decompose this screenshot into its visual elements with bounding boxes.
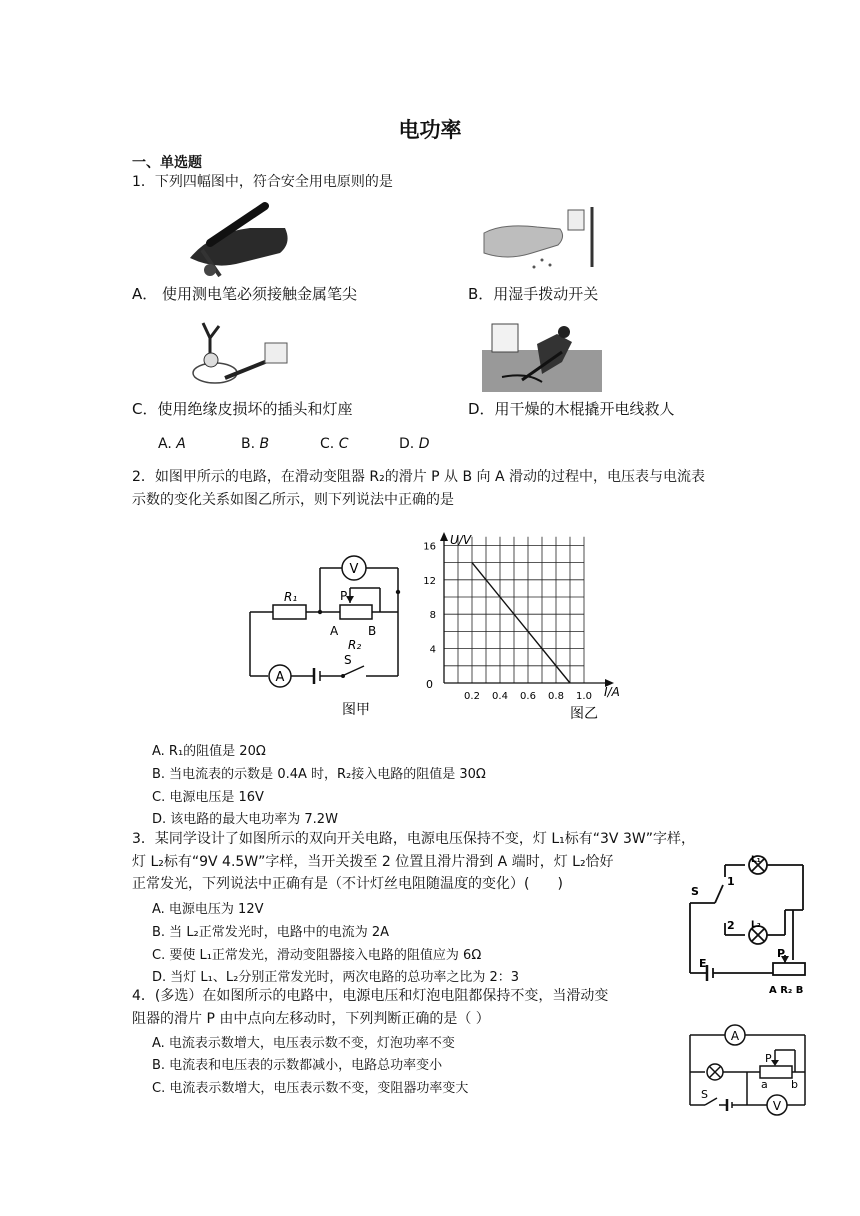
q4-a-label: a bbox=[761, 1078, 768, 1091]
l2-label: L₂ bbox=[751, 920, 761, 930]
e-label: E bbox=[699, 957, 707, 970]
slider-p-label: P bbox=[340, 589, 348, 603]
caption-yi: 图乙 bbox=[570, 706, 598, 722]
voltmeter-label: V bbox=[349, 562, 359, 577]
damaged-plug-picture bbox=[185, 318, 295, 390]
q2-option-b[interactable]: B. 当电流表的示数是 0.4A 时，R₂接入电路的阻值是 30Ω bbox=[152, 767, 486, 782]
chart-yi bbox=[412, 528, 637, 723]
q1-answer-b[interactable]: B. B bbox=[241, 436, 270, 452]
x-tick-label: 0.8 bbox=[548, 691, 564, 702]
q4-option-b[interactable]: B. 电流表和电压表的示数都减小，电路总功率变小 bbox=[152, 1058, 443, 1073]
x-tick-label: 0.4 bbox=[492, 691, 508, 702]
chart-axes bbox=[444, 536, 610, 683]
end-a-label: A bbox=[330, 624, 339, 638]
s-label: S bbox=[691, 885, 699, 898]
tester-pen-picture bbox=[180, 198, 300, 280]
q1-caption-c: C．使用绝缘皮损坏的插头和灯座 bbox=[132, 400, 353, 418]
wooden-stick-rescue-picture bbox=[482, 322, 602, 392]
q1-caption-d: D．用干燥的木棍撬开电线救人 bbox=[468, 400, 675, 418]
circuit-diagram-jia bbox=[240, 548, 410, 718]
q2-option-a[interactable]: A. R₁的阻值是 20Ω bbox=[152, 744, 266, 759]
chart-grid bbox=[444, 537, 584, 683]
rp-label: A R₂ B bbox=[769, 985, 804, 996]
y-tick-label: 12 bbox=[423, 575, 436, 587]
x-tick-label: 0.6 bbox=[520, 691, 536, 702]
section-heading: 一、单选题 bbox=[132, 155, 202, 171]
ammeter-label: A bbox=[275, 670, 285, 685]
r2-label: R₂ bbox=[348, 638, 362, 652]
q1-answer-c[interactable]: C. C bbox=[320, 436, 349, 452]
q2-stem-line1: 2．如图甲所示的电路，在滑动变阻器 R₂的滑片 P 从 B 向 A 滑动的过程中，电压表与电流表 bbox=[132, 469, 706, 485]
q1-answer-a[interactable]: A. A bbox=[158, 436, 186, 452]
position-1-label: 1 bbox=[727, 875, 735, 888]
x-tick-label: 1.0 bbox=[576, 691, 592, 702]
y-tick-label: 16 bbox=[423, 541, 436, 553]
r1-label: R₁ bbox=[284, 590, 298, 604]
q3-circuit-diagram bbox=[685, 855, 825, 1000]
wet-hand-switch-picture bbox=[482, 205, 602, 275]
series-line bbox=[472, 563, 570, 683]
caption-jia: 图甲 bbox=[342, 702, 370, 718]
q1-caption-b: B．用湿手拨动开关 bbox=[468, 285, 599, 303]
page-title: 电功率 bbox=[398, 117, 462, 142]
q4-stem-line1: 4．(多选）在如图所示的电路中，电源电压和灯泡电阻都保持不变，当滑动变 bbox=[132, 988, 609, 1004]
q4-option-c[interactable]: C. 电流表示数增大，电压表示数不变，变阻器功率变大 bbox=[152, 1081, 469, 1096]
q1-answer-d[interactable]: D. D bbox=[399, 436, 430, 452]
q1-caption-a: A． 使用测电笔必须接触金属笔尖 bbox=[132, 285, 358, 303]
chart-series bbox=[472, 563, 570, 683]
q3-stem-line1: 3．某同学设计了如图所示的双向开关电路，电源电压保持不变，灯 L₁标有“3V 3W”字样， bbox=[132, 831, 695, 847]
y-tick-label: 4 bbox=[429, 644, 436, 656]
switch-s-label: S bbox=[344, 653, 352, 667]
q4-p-label: P bbox=[765, 1052, 772, 1065]
q2-option-c[interactable]: C. 电源电压是 16V bbox=[152, 790, 264, 805]
end-b-label: B bbox=[368, 624, 377, 638]
q3-option-a[interactable]: A. 电源电压为 12V bbox=[152, 902, 264, 917]
y-tick-label: 8 bbox=[429, 610, 436, 622]
q4-b-label: b bbox=[791, 1078, 798, 1091]
q2-option-d[interactable]: D. 该电路的最大电功率为 7.2W bbox=[152, 812, 338, 827]
x-tick-label: 0.2 bbox=[464, 691, 480, 702]
q4-ammeter-label: A bbox=[730, 1029, 740, 1043]
q3-stem-line2: 灯 L₂标有“9V 4.5W”字样，当开关拨至 2 位置且滑片滑到 A 端时，灯 L₂恰好 bbox=[132, 854, 614, 870]
position-2-label: 2 bbox=[727, 919, 735, 932]
q4-circuit-diagram bbox=[685, 1020, 825, 1120]
q4-s-label: S bbox=[701, 1088, 708, 1101]
q3-option-d[interactable]: D. 当灯 L₁、L₂分别正常发光时，两次电路的总功率之比为 2：3 bbox=[152, 970, 519, 985]
y-axis-arrow bbox=[440, 532, 448, 541]
q3-stem-line3: 正常发光，下列说法中正确有是（不计灯丝电阻随温度的变化）( ) bbox=[132, 876, 563, 892]
q4-voltmeter-label: V bbox=[772, 1099, 782, 1113]
y-axis-label: U/V bbox=[450, 533, 472, 547]
q2-stem-line2: 示数的变化关系如图乙所示，则下列说法中正确的是 bbox=[132, 492, 454, 508]
q1-stem: 1．下列四幅图中，符合安全用电原则的是 bbox=[132, 174, 393, 190]
p-label: P bbox=[777, 947, 786, 960]
q4-option-a[interactable]: A. 电流表示数增大，电压表示数不变，灯泡功率不变 bbox=[152, 1036, 455, 1051]
q3-option-c[interactable]: C. 要使 L₁正常发光，滑动变阻器接入电路的阻值应为 6Ω bbox=[152, 948, 482, 963]
q4-stem-line2: 阻器的滑片 P 由中点向左移动时，下列判断正确的是（ ） bbox=[132, 1011, 490, 1027]
l1-label: L₁ bbox=[751, 855, 761, 865]
origin-label: 0 bbox=[426, 678, 433, 691]
q3-option-b[interactable]: B. 当 L₂正常发光时，电路中的电流为 2A bbox=[152, 925, 390, 940]
x-axis-label: I/A bbox=[604, 685, 620, 699]
